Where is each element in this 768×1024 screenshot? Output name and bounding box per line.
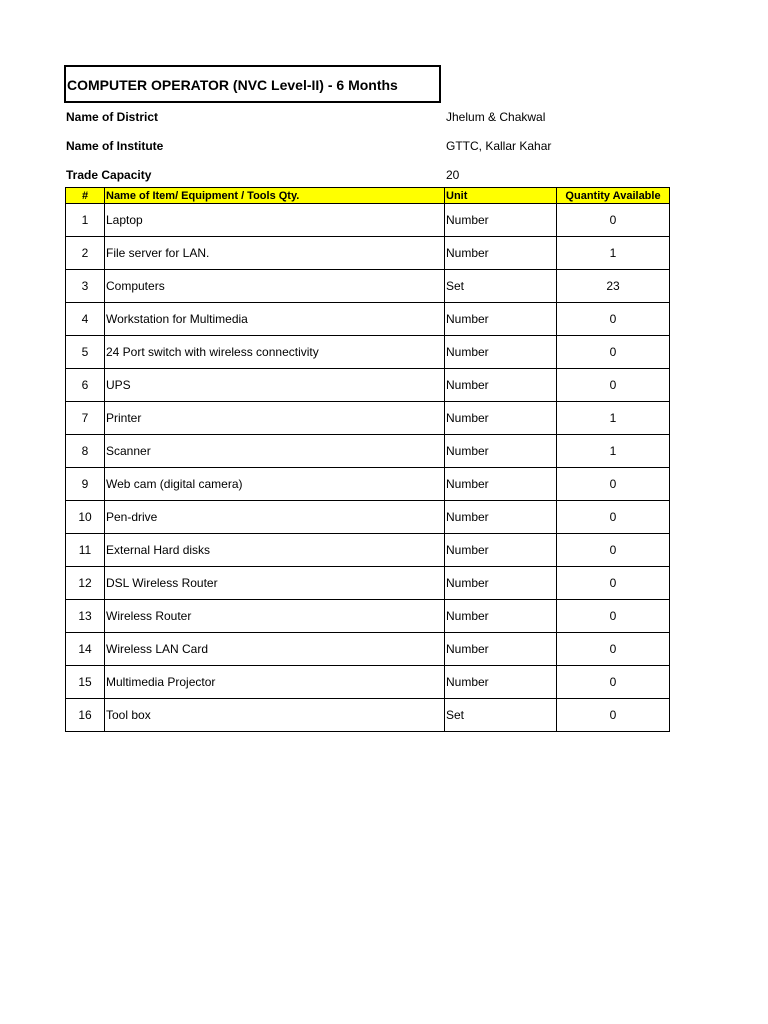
cell-quantity: 0 — [557, 468, 670, 501]
table-row — [66, 600, 670, 633]
table-body — [66, 204, 670, 732]
table-row — [66, 237, 670, 270]
cell-unit: Number — [445, 468, 557, 501]
cell-item-name: UPS — [105, 369, 445, 402]
cell-number: 5 — [66, 336, 105, 369]
cell-unit: Number — [445, 336, 557, 369]
cell-item-name: Tool box — [105, 699, 445, 732]
cell-unit: Number — [445, 534, 557, 567]
cell-number: 4 — [66, 303, 105, 336]
header-quantity: Quantity Available — [557, 188, 670, 204]
header-number: # — [66, 188, 105, 204]
cell-number: 1 — [66, 204, 105, 237]
cell-item-name: Wireless Router — [105, 600, 445, 633]
institute-value: GTTC, Kallar Kahar — [446, 139, 552, 153]
cell-unit: Number — [445, 204, 557, 237]
cell-quantity: 0 — [557, 534, 670, 567]
cell-item-name: Computers — [105, 270, 445, 303]
cell-number: 11 — [66, 534, 105, 567]
table-row — [66, 501, 670, 534]
cell-unit: Number — [445, 303, 557, 336]
cell-quantity: 1 — [557, 237, 670, 270]
table-row — [66, 402, 670, 435]
table-header-row — [66, 188, 670, 204]
table-row — [66, 534, 670, 567]
cell-number: 12 — [66, 567, 105, 600]
cell-quantity: 0 — [557, 303, 670, 336]
cell-quantity: 0 — [557, 600, 670, 633]
cell-unit: Number — [445, 402, 557, 435]
cell-number: 15 — [66, 666, 105, 699]
table-row — [66, 270, 670, 303]
cell-unit: Number — [445, 435, 557, 468]
cell-unit: Number — [445, 501, 557, 534]
cell-item-name: External Hard disks — [105, 534, 445, 567]
cell-item-name: Web cam (digital camera) — [105, 468, 445, 501]
cell-number: 7 — [66, 402, 105, 435]
cell-unit: Number — [445, 237, 557, 270]
table-row — [66, 435, 670, 468]
cell-quantity: 0 — [557, 699, 670, 732]
table-row — [66, 468, 670, 501]
cell-quantity: 0 — [557, 666, 670, 699]
cell-item-name: Multimedia Projector — [105, 666, 445, 699]
cell-item-name: Printer — [105, 402, 445, 435]
table-row — [66, 567, 670, 600]
table-row — [66, 303, 670, 336]
cell-item-name: Scanner — [105, 435, 445, 468]
district-value: Jhelum & Chakwal — [446, 110, 546, 124]
trade-capacity-value: 20 — [446, 168, 460, 182]
cell-unit: Set — [445, 699, 557, 732]
cell-number: 8 — [66, 435, 105, 468]
cell-item-name: Wireless LAN Card — [105, 633, 445, 666]
table-row — [66, 336, 670, 369]
cell-quantity: 0 — [557, 501, 670, 534]
cell-quantity: 0 — [557, 204, 670, 237]
table-row — [66, 369, 670, 402]
cell-unit: Set — [445, 270, 557, 303]
cell-unit: Number — [445, 369, 557, 402]
cell-number: 9 — [66, 468, 105, 501]
cell-number: 10 — [66, 501, 105, 534]
cell-quantity: 23 — [557, 270, 670, 303]
cell-item-name: Pen-drive — [105, 501, 445, 534]
cell-unit: Number — [445, 633, 557, 666]
cell-unit: Number — [445, 567, 557, 600]
district-label: Name of District — [66, 110, 159, 124]
table-header — [66, 188, 670, 204]
header-item-name: Name of Item/ Equipment / Tools Qty. — [105, 188, 445, 204]
cell-quantity: 0 — [557, 369, 670, 402]
equipment-table — [65, 187, 670, 732]
table-row — [66, 699, 670, 732]
cell-quantity: 0 — [557, 633, 670, 666]
table-row — [66, 204, 670, 237]
cell-quantity: 0 — [557, 336, 670, 369]
cell-item-name: File server for LAN. — [105, 237, 445, 270]
cell-item-name: Laptop — [105, 204, 445, 237]
cell-number: 16 — [66, 699, 105, 732]
document-title: COMPUTER OPERATOR (NVC Level-II) - 6 Months — [64, 65, 441, 103]
cell-number: 3 — [66, 270, 105, 303]
trade-capacity-label: Trade Capacity — [66, 168, 152, 182]
cell-number: 14 — [66, 633, 105, 666]
institute-label: Name of Institute — [66, 139, 164, 153]
cell-number: 6 — [66, 369, 105, 402]
cell-unit: Number — [445, 666, 557, 699]
cell-quantity: 1 — [557, 402, 670, 435]
cell-number: 2 — [66, 237, 105, 270]
cell-unit: Number — [445, 600, 557, 633]
cell-number: 13 — [66, 600, 105, 633]
cell-quantity: 0 — [557, 567, 670, 600]
cell-item-name: 24 Port switch with wireless connectivity — [105, 336, 445, 369]
table-row — [66, 666, 670, 699]
table-row — [66, 633, 670, 666]
cell-item-name: Workstation for Multimedia — [105, 303, 445, 336]
cell-item-name: DSL Wireless Router — [105, 567, 445, 600]
header-unit: Unit — [445, 188, 557, 204]
cell-quantity: 1 — [557, 435, 670, 468]
